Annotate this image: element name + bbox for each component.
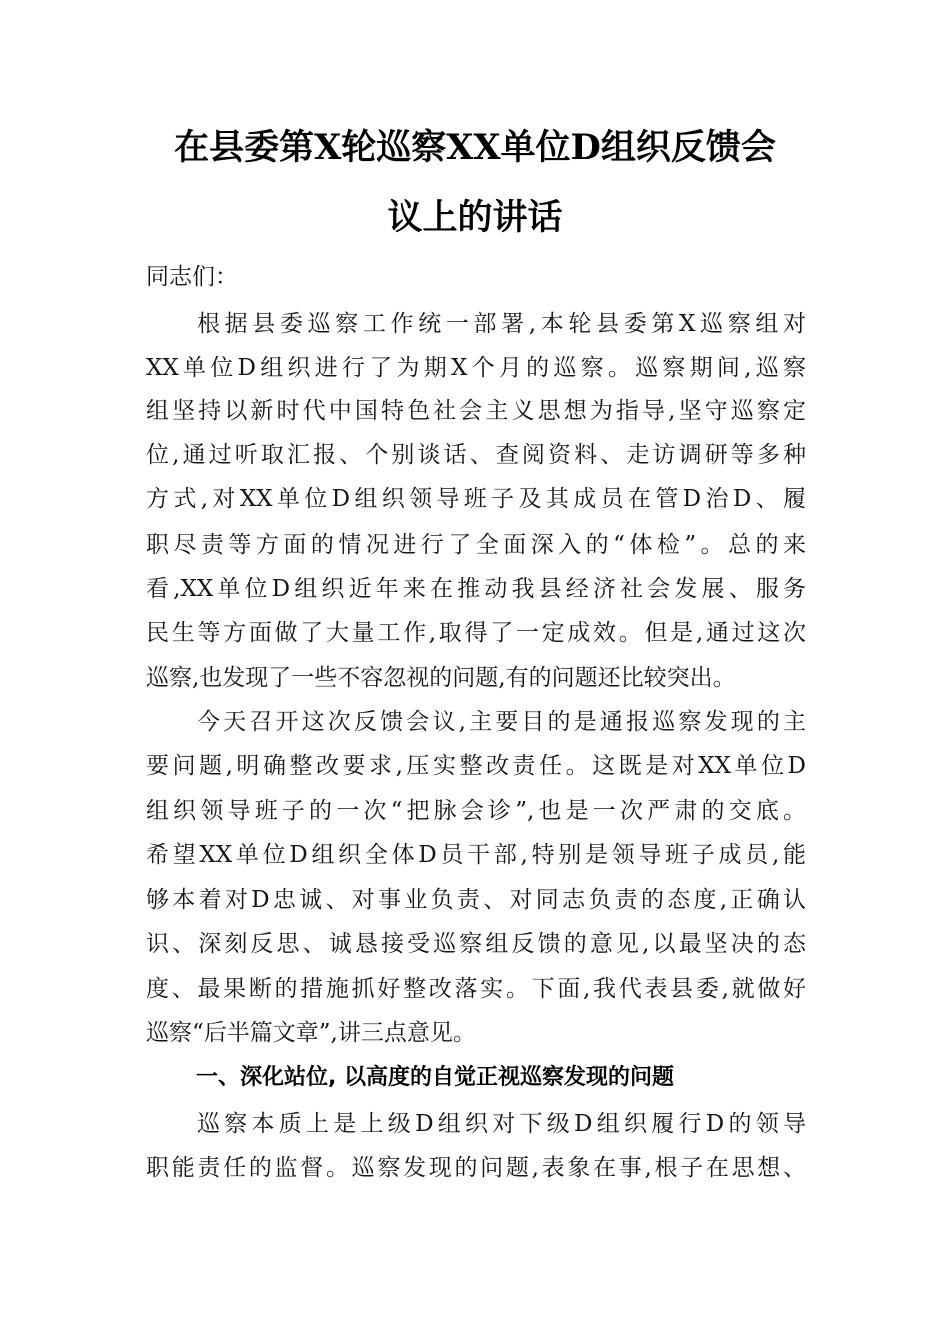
paragraph-line: 够本着对D忠诚、对事业负责、对同志负责的态度,正确认 [146,887,806,913]
document-title-line-2: 议上的讲话 [387,197,563,238]
salutation: 同志们： [146,264,238,290]
paragraph-line: 巡察,也发现了一些不容忽视的问题,有的问题还比较突出。 [146,665,736,691]
paragraph-line: 要问题,明确整改要求,压实整改责任。这既是对XX单位D [146,753,806,779]
paragraph-line: 组织领导班子的一次“把脉会诊”,也是一次严肃的交底。 [146,798,806,824]
paragraph-line: 民生等方面做了大量工作,取得了一定成效。但是,通过这次 [146,620,806,646]
paragraph-line: 巡察本质上是上级D组织对下级D组织履行D的领导 [197,1111,806,1137]
document-title-line-1: 在县委第X轮巡察XX单位D组织反馈会 [174,127,776,168]
paragraph-line: XX单位D组织进行了为期X个月的巡察。巡察期间,巡察 [146,355,806,381]
paragraph-line: 巡察“后半篇文章”,讲三点意见。 [146,1020,476,1046]
paragraph-line: 今天召开这次反馈会议,主要目的是通报巡察发现的主 [197,709,806,735]
paragraph-line: 看,XX单位D组织近年来在推动我县经济社会发展、服务 [146,576,806,602]
paragraph-line: 位,通过听取汇报、个别谈话、查阅资料、走访调研等多种 [146,442,806,468]
paragraph-line: 职能责任的监督。巡察发现的问题,表象在事,根子在思想、 [146,1155,806,1181]
paragraph-line: 识、深刻反思、诚恳接受巡察组反馈的意见,以最坚决的态 [146,931,806,957]
paragraph-line: 根据县委巡察工作统一部署,本轮县委第X巡察组对 [197,311,806,337]
paragraph-line: 方式,对XX单位D组织领导班子及其成员在管D治D、履 [146,486,806,512]
paragraph-line: 职尽责等方面的情况进行了全面深入的“体检”。总的来 [146,532,806,558]
section-heading: 一、深化站位, 以高度的自觉正视巡察发现的问题 [196,1065,675,1090]
paragraph-line: 组坚持以新时代中国特色社会主义思想为指导,坚守巡察定 [146,398,806,424]
paragraph-line: 度、最果断的措施抓好整改落实。下面,我代表县委,就做好 [146,976,806,1002]
paragraph-line: 希望XX单位D组织全体D员干部,特别是领导班子成员,能 [146,842,806,868]
